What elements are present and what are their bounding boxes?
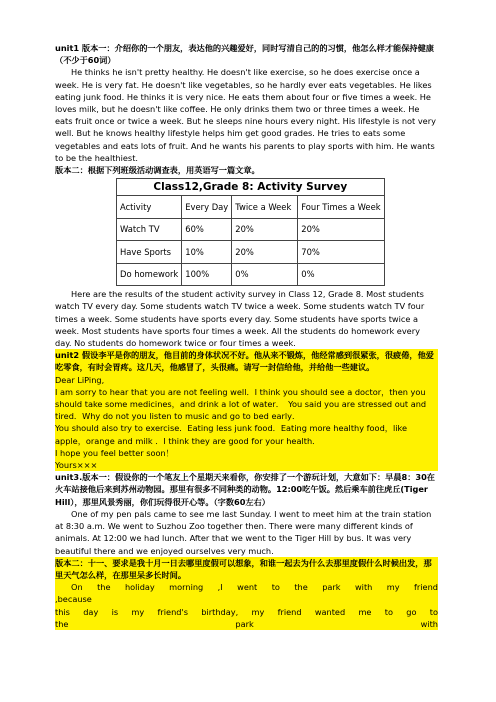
table-cell: Watch TV [117,218,182,241]
table-row [117,241,385,264]
unit2-heading: unit2 假设李平是你的朋友，他目前的身体状况不好。他从来不锻炼，他经常感到很紧张，很疲倦，他爱吃零食，有时会胃疼。这几天，他感冒了，头很痛。请写一封信给他，并给他一些建议。 [55,349,438,373]
unit3-heading-prefix: unit3. [55,472,83,483]
table-title: Class12,Grade 8: Activity Survey [117,179,385,196]
version2-essay-line: On the holiday morning ,I went to the park with my friend ,because [55,582,438,605]
letter-signature: Yours××× [55,459,438,471]
table-header-cell: Four Times a Week [298,196,384,219]
unit3-version2-heading: 版本二：十一、要求是我十月一日去哪里度假可以想象，和谁一起去为什么去那里度假什么时候出发，那里天气怎么样，在那里呆多长时间。 [55,557,438,581]
unit3-essay: One of my pen pals came to see me last Sunday. I went to meet him at the train station at 8:30 a.m. We went to Suzhou Zoo together then. There were many different kinds of animals. At 12:00 we had lunch. After that we went to the Tiger Hill by bus. It was very beautiful there and we enjoyed ourselves very much. [55,508,432,556]
letter-closing: I hope you feel better soon！ [55,447,438,459]
unit1-essay: He thinks he isn't pretty healthy. He doesn't like exercise, so he does exercise once a week. He is very fat. He doesn't like vegetables, so he hardly ever eats vegetables. He likes eating junk food. He thinks it is very nice. He eats them about four or five times a week. He loves milk, but he doesn't like coffee. He only drinks them two or three times a week. He eats fruit once or twice a week. But he sleeps nine hours every night. His lifestyle is not very well. But he knows healthy lifestyle helps him get good grades. He tries to eats some vegetables and eats lots of fruit. And he wants his parents to play sports with him. He wants to be the healthiest. [55,67,436,163]
version2-heading: 版本二：根据下列班级活动调查表，用英语写一篇文章。 [55,165,260,176]
table-cell: 10% [182,241,232,264]
table-header-cell: Twice a Week [232,196,298,219]
unit1-heading: unit1 版本一：介绍你的一个朋友，表达他的兴趣爱好，同时写清自己的的习惯，他怎么样才能保持健康（不少于60词） [55,43,434,66]
table-row [117,263,385,286]
table-cell: 20% [232,218,298,241]
table-title-row [117,179,385,196]
letter-greeting: Dear LiPing, [55,374,438,386]
version2-essay: Here are the results of the student activity survey in Class 12, Grade 8. Most students watch TV every day. Some students watch TV twice a week. Some students watch TV four times a week. Some students have sports every day. Some students have sports twice a week. Most students have sports four times a week. All the students do homework every day. No students do homework twice or four times a week. [55,289,425,349]
table-cell: 100% [182,263,232,286]
table-row [117,218,385,241]
activity-survey-table [116,178,385,286]
letter-paragraph: I am sorry to hear that you are not feeling well．I think you should see a doctor，then you should take some medicines，and drink a lot of water． You said you are stressed out and tired．Why do not you listen to music and go to bed early． [55,386,438,423]
table-cell: 20% [298,218,384,241]
version2-essay-line: this day is my friend's birthday, my friend wanted me to go to the park with [55,606,438,629]
unit3-heading-text: 版本一：假设你的一个笔友上个星期天来看你，你安排了一个游玩计划，大意如下：早晨8：30在火车站接他后来到苏州动物园。那里有很多不同种类的动物。12:00吃午饭。然后乘车前往虎丘(Tiger Hill），那里风景秀丽，你们玩得很开心等。（字数60左右） [55,472,435,507]
unit3-heading [55,471,438,508]
table-cell: Do homework [117,263,182,286]
table-cell: 0% [298,263,384,286]
table-cell: 70% [298,241,384,264]
table-cell: Have Sports [117,241,182,264]
table-header-cell: Activity [117,196,182,219]
table-header-cell: Every Day [182,196,232,219]
letter-paragraph: You should also try to exercise．Eating less junk food．Eating more healthy food，like apple，orange and milk ．I think they are good for your health． [55,422,438,446]
table-cell: 0% [232,263,298,286]
table-cell: 20% [232,241,298,264]
table-cell: 60% [182,218,232,241]
table-header-row [117,196,385,219]
